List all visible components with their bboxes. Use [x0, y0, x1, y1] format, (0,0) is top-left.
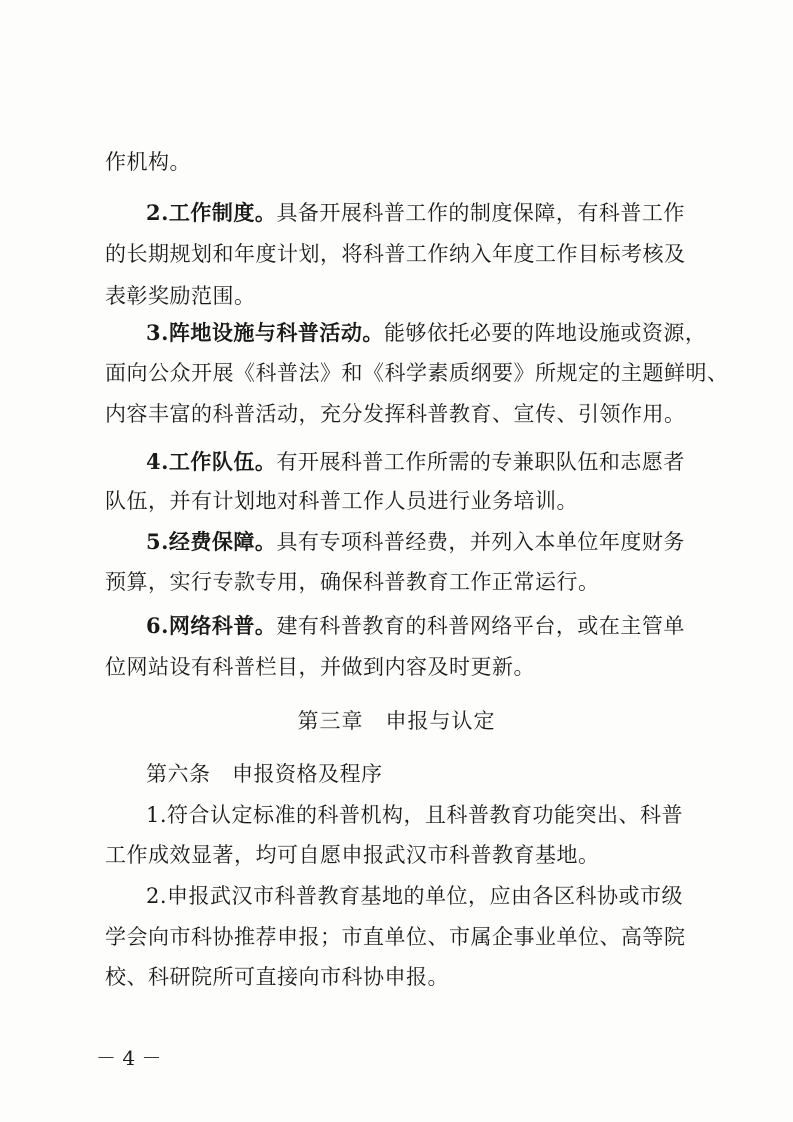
chapter-title: 第三章 申报与认定 — [297, 709, 496, 733]
body-line: 2.申报武汉市科普教育基地的单位，应由各区科协或市级 — [146, 884, 684, 908]
item-heading: 3.阵地设施与科普活动。 — [146, 320, 384, 345]
body-line: 学会向市科协推荐申报；市直单位、市属企事业单位、高等院 — [105, 925, 686, 949]
item-2-line — [146, 199, 685, 227]
item-heading: 6.网络科普。 — [146, 613, 277, 638]
body-line: 1.符合认定标准的科普机构，且科普教育功能突出、科普 — [146, 803, 684, 827]
body-line: 的长期规划和年度计划，将科普工作纳入年度工作目标考核及 — [105, 242, 686, 266]
body-line: 作机构。 — [105, 150, 191, 174]
item-text: 具备开展科普工作的制度保障，有科普工作 — [276, 201, 685, 225]
item-text: 具有专项科普经费，并列入本单位年度财务 — [276, 530, 685, 554]
page-number: － 4 － — [96, 1046, 162, 1070]
body-line: 预算，实行专款专用，确保科普教育工作正常运行。 — [105, 570, 600, 594]
body-line: 工作成效显著，均可自愿申报武汉市科普教育基地。 — [105, 843, 600, 867]
body-line: 校、科研院所可直接向市科协申报。 — [105, 965, 449, 989]
item-heading: 4.工作队伍。 — [146, 449, 277, 474]
item-4-line — [146, 448, 685, 476]
article-title: 第六条 申报资格及程序 — [146, 762, 383, 786]
body-line: 面向公众开展《科普法》和《科学素质纲要》所规定的主题鲜明、 — [105, 361, 729, 385]
body-line: 内容丰富的科普活动，充分发挥科普教育、宣传、引领作用。 — [105, 402, 686, 426]
item-heading: 5.经费保障。 — [146, 529, 277, 554]
item-3-line — [146, 319, 706, 347]
item-5-line — [146, 528, 685, 556]
item-text: 有开展科普工作所需的专兼职队伍和志愿者 — [276, 450, 685, 474]
item-heading: 2.工作制度。 — [146, 200, 277, 225]
item-text: 能够依托必要的阵地设施或资源， — [383, 321, 707, 345]
body-line: 队伍，并有计划地对科普工作人员进行业务培训。 — [105, 489, 578, 513]
body-line: 位网站设有科普栏目，并做到内容及时更新。 — [105, 655, 535, 679]
body-line: 表彰奖励范围。 — [105, 284, 256, 308]
item-text: 建有科普教育的科普网络平台，或在主管单 — [276, 614, 685, 638]
item-6-line — [146, 612, 685, 640]
